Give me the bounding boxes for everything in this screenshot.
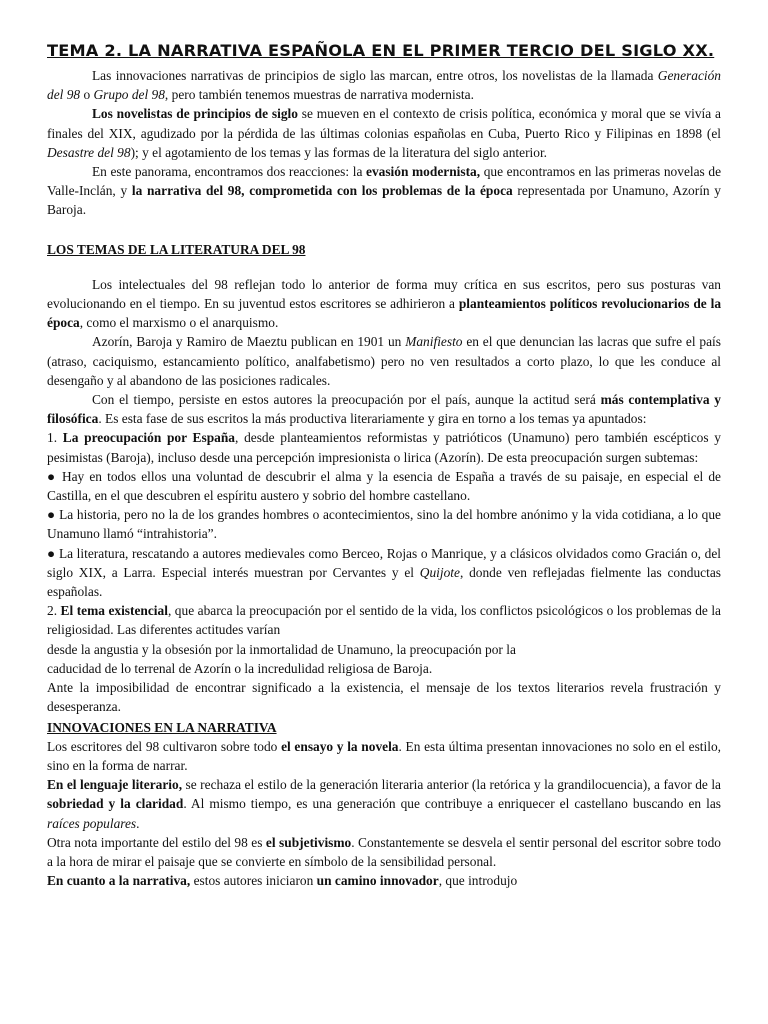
text-run: , donde ven reflejadas fielmente las conductas españolas. <box>47 564 721 600</box>
text-run: en el que denuncian las lacras que sufre el país (atraso, caciquismo, estancamiento político, analfabetismo) pero no ven resultados a corto plazo, lo que les conduce al desengaño y al abandono de las posiciones radicales. <box>47 334 721 388</box>
intro-paragraph-3 <box>47 162 721 220</box>
italic-run: raíces populares <box>47 815 137 831</box>
bold-run: En el lenguaje literario, <box>47 777 183 793</box>
temas-item-2 <box>47 601 721 639</box>
bold-run: Los novelistas de principios de siglo <box>92 106 298 122</box>
text-run: que encontramos en las primeras novelas de Valle-Inclán, y <box>47 164 722 199</box>
italic-run: Generación del 98 <box>47 68 721 103</box>
temas-closing-paragraph <box>47 678 721 716</box>
text-run: , como el marxismo o el anarquismo. <box>79 315 279 331</box>
bold-run: el ensayo y la novela <box>281 738 399 754</box>
text-run: Azorín, Baroja y Ramiro de Maeztu publican en 1901 un <box>92 334 406 350</box>
temas-bullet-1 <box>47 467 721 505</box>
temas-item-2-line-2: desde la angustia y la obsesión por la inmortalidad de Unamuno, la preocupación por la <box>47 641 516 657</box>
section-heading-innovaciones: INNOVACIONES EN LA NARRATIVA <box>47 719 277 735</box>
italic-run: Quijote <box>419 564 460 580</box>
text-run: En este panorama, encontramos dos reacciones: la <box>92 164 366 180</box>
bold-run: más contemplativa y filosófica <box>47 392 721 427</box>
section-heading-temas: LOS TEMAS DE LA LITERATURA DEL 98 <box>47 241 306 257</box>
bold-run: El tema existencial <box>60 603 168 619</box>
text-run: Otra nota importante del estilo del 98 es <box>47 834 266 850</box>
bold-run: el subjetivismo <box>265 834 352 850</box>
text-run: Las innovaciones narrativas de principios de siglo las marcan, entre otros, los novelistas de la llamada <box>92 68 658 83</box>
text-run: Los intelectuales del 98 reflejan todo lo anterior de forma muy crítica en sus escritos, pero sus posturas van evolucionando en el tiempo. En su juventud estos escritores se adhirieron a <box>47 276 721 312</box>
bold-run: evasión modernista, <box>366 164 481 180</box>
text-run: . <box>136 815 140 831</box>
innovaciones-paragraph-2 <box>47 775 721 833</box>
temas-paragraph-3 <box>47 390 721 428</box>
text-run: o <box>80 87 94 103</box>
temas-paragraph-1 <box>47 275 721 333</box>
italic-run: Desastre del 98 <box>47 144 131 160</box>
innovaciones-paragraph-4 <box>47 871 721 890</box>
temas-item-2-line-3: caducidad de lo terrenal de Azorín o la incredulidad religiosa de Baroja. <box>47 660 433 676</box>
innovaciones-paragraph-1 <box>47 737 721 775</box>
text-run: Ante la imposibilidad de encontrar significado a la existencia, el mensaje de los textos literarios revela frustración y desesperanza. <box>47 680 721 715</box>
text-run: representada por Unamuno, Azorín y Baroja. <box>47 183 721 218</box>
bold-run: En cuanto a la narrativa, <box>47 873 191 889</box>
italic-run: Manifiesto <box>405 334 463 350</box>
intro-paragraph-2 <box>47 104 721 162</box>
text-run: . En esta última presentan innovaciones no solo en el estilo, sino en la forma de narrar. <box>47 738 721 773</box>
text-run: ● La historia, pero no la de los grandes hombres o acontecimientos, sino la del hombre anónimo y la vida cotidiana, a lo que Unamuno llamó “intrahistoria”. <box>47 507 721 542</box>
bold-run: un camino innovador <box>316 873 439 889</box>
temas-bullet-2 <box>47 505 721 543</box>
text-run: . Al mismo tiempo, es una generación que contribuye a enriquecer el castellano buscando en las <box>183 796 721 812</box>
italic-run: Grupo del 98 <box>93 87 165 103</box>
text-run: 2. <box>47 603 61 619</box>
document-title: TEMA 2. LA NARRATIVA ESPAÑOLA EN EL PRIMER TERCIO DEL SIGLO XX. <box>47 41 715 60</box>
bold-run: sobriedad y la claridad <box>47 796 184 812</box>
intro-paragraph-1 <box>47 66 721 104</box>
temas-item-1 <box>47 428 721 466</box>
text-run: , que abarca la preocupación por el sentido de la vida, los conflictos psicológicos o los problemas de la religiosidad. Las diferentes actitudes varían <box>47 603 721 638</box>
text-run: , desde planteamientos reformistas y patrióticos (Unamuno) pero también escépticos y pesimistas (Baroja), incluso desde una percepción impresionista o lirica (Azorín). De esta preocupación surgen subtemas: <box>47 430 722 465</box>
temas-paragraph-2 <box>47 332 721 390</box>
text-run: 1. <box>47 430 63 446</box>
bold-run: La preocupación por España <box>62 430 235 446</box>
text-run: , pero también tenemos muestras de narrativa modernista. <box>164 87 474 103</box>
innovaciones-paragraph-3 <box>47 833 721 871</box>
text-run: , que introdujo <box>438 873 518 889</box>
text-run: ● La literatura, rescatando a autores medievales como Berceo, Rojas o Manrique, y a clásicos olvidados como Gracián o, del siglo XIX, a Larra. Especial interés muestran por Cervantes y el <box>47 545 721 580</box>
text-run: ); y el agotamiento de los temas y las formas de la literatura del siglo anterior. <box>130 144 548 160</box>
text-run: . Constantemente se desvela el sentir personal del escritor sobre todo a la hora de mirar el paisaje que se convierte en símbolo de la sensibilidad personal. <box>47 834 721 869</box>
text-run: . Es esta fase de sus escritos la más productiva literariamente y gira en torno a los temas ya apuntados: <box>98 411 647 427</box>
text-run: se rechaza el estilo de la generación literaria anterior (la retórica y la grandilocuencia), a favor de la <box>182 777 721 793</box>
text-run: Los escritores del 98 cultivaron sobre todo <box>47 738 282 754</box>
text-run: Con el tiempo, persiste en estos autores la preocupación por el país, aunque la actitud será <box>92 392 601 408</box>
text-run: se mueven en el contexto de crisis política, económica y moral que se vivía a finales del XIX, agudizado por la pérdida de las últimas colonias españolas en Cuba, Puerto Rico y Filipinas en 1898 (el <box>47 106 722 141</box>
text-run: ● Hay en todos ellos una voluntad de descubrir el alma y la esencia de España a través de su paisaje, en especial el de Castilla, en el que descubren el espíritu austero y sobrio del hombre castellano. <box>47 468 721 504</box>
bold-run: la narrativa del 98, comprometida con los problemas de la época <box>131 183 513 199</box>
temas-bullet-3 <box>47 544 721 602</box>
bold-run: planteamientos políticos revolucionarios de la época <box>47 296 722 331</box>
text-run: estos autores iniciaron <box>190 873 317 889</box>
